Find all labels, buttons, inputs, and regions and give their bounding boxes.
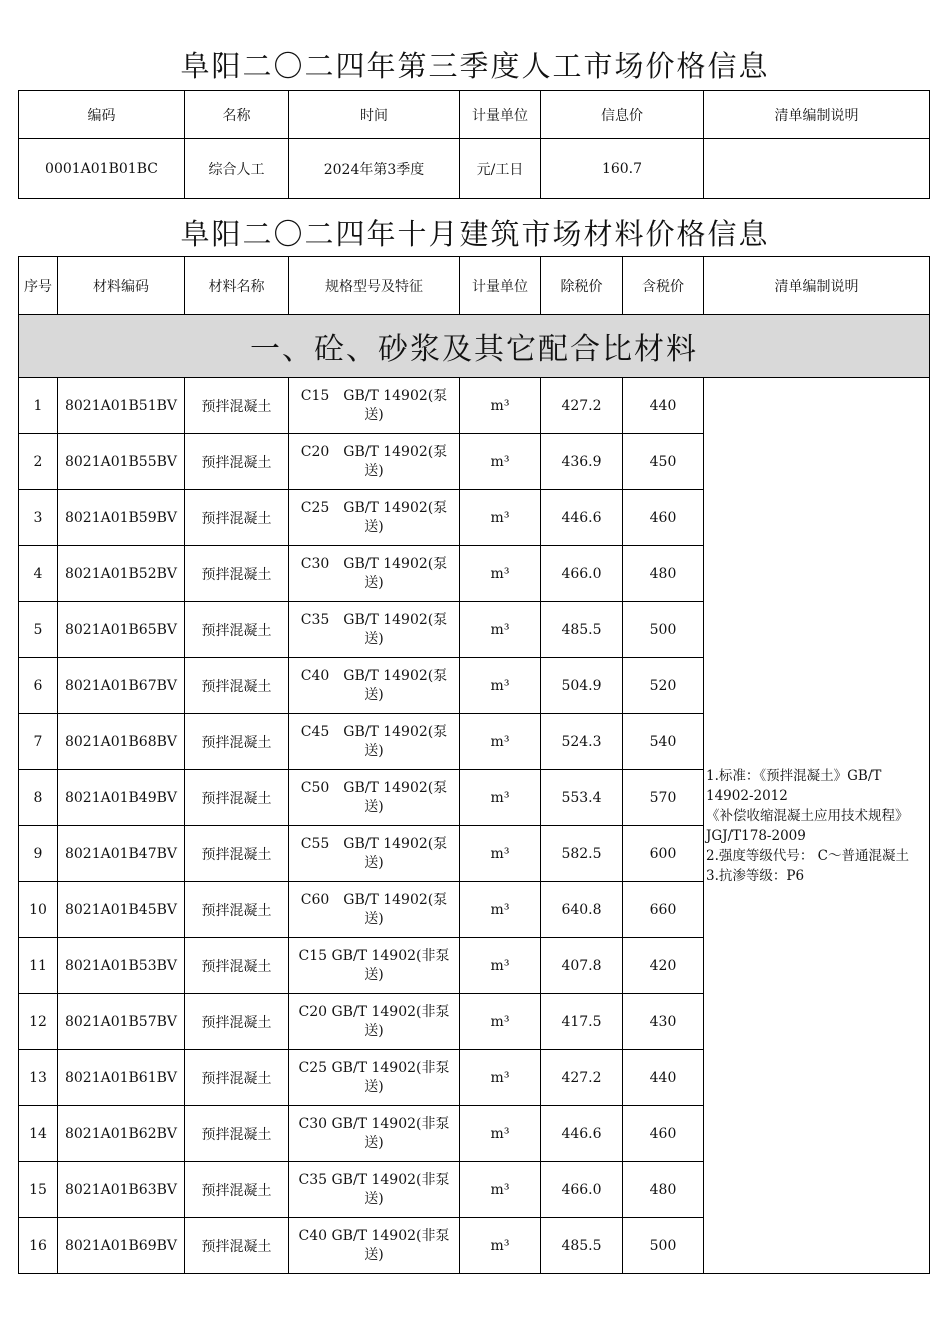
spec-cell: C15 GB/T 14902(非泵送) (289, 938, 460, 994)
spec-cell: C45 GB/T 14902(泵送) (289, 714, 460, 770)
notes-cell (704, 378, 930, 1274)
price-inc-tax-cell: 570 (623, 770, 704, 826)
labor-code: 0001A01B01BC (19, 139, 185, 199)
header-code: 编码 (19, 91, 185, 139)
labor-name: 综合人工 (185, 139, 289, 199)
material-name-cell: 预拌混凝土 (185, 1162, 289, 1218)
material-name-cell: 预拌混凝土 (185, 378, 289, 434)
seq-cell: 9 (19, 826, 58, 882)
material-name-cell: 预拌混凝土 (185, 938, 289, 994)
price-ex-tax-cell: 553.4 (541, 770, 623, 826)
seq-cell: 2 (19, 434, 58, 490)
price-inc-tax-cell: 500 (623, 602, 704, 658)
spec-cell: C35 GB/T 14902(非泵送) (289, 1162, 460, 1218)
material-code-cell: 8021A01B55BV (58, 434, 185, 490)
material-code-cell: 8021A01B59BV (58, 490, 185, 546)
section-title: 一、砼、砂浆及其它配合比材料 (19, 315, 930, 378)
labor-notes (704, 139, 930, 199)
seq-cell: 12 (19, 994, 58, 1050)
price-inc-tax-cell: 500 (623, 1218, 704, 1274)
material-name-cell: 预拌混凝土 (185, 770, 289, 826)
price-ex-tax-cell: 436.9 (541, 434, 623, 490)
material-header-row (19, 257, 930, 315)
spec-cell: C40 GB/T 14902(非泵送) (289, 1218, 460, 1274)
material-code-cell: 8021A01B69BV (58, 1218, 185, 1274)
spec-cell: C35 GB/T 14902(泵送) (289, 602, 460, 658)
unit-cell: m³ (460, 490, 541, 546)
material-name-cell: 预拌混凝土 (185, 602, 289, 658)
price-ex-tax-cell: 427.2 (541, 378, 623, 434)
price-ex-tax-cell: 466.0 (541, 546, 623, 602)
price-ex-tax-cell: 417.5 (541, 994, 623, 1050)
header-info-price: 信息价 (541, 91, 704, 139)
spec-cell: C20 GB/T 14902(泵送) (289, 434, 460, 490)
unit-cell: m³ (460, 714, 541, 770)
spec-cell: C30 GB/T 14902(非泵送) (289, 1106, 460, 1162)
material-name-cell: 预拌混凝土 (185, 546, 289, 602)
material-name-cell: 预拌混凝土 (185, 826, 289, 882)
material-code-cell: 8021A01B45BV (58, 882, 185, 938)
material-code-cell: 8021A01B67BV (58, 658, 185, 714)
spec-cell: C50 GB/T 14902(泵送) (289, 770, 460, 826)
price-inc-tax-cell: 460 (623, 1106, 704, 1162)
labor-price-table (18, 90, 930, 199)
unit-cell: m³ (460, 602, 541, 658)
material-code-cell: 8021A01B57BV (58, 994, 185, 1050)
material-code-cell: 8021A01B68BV (58, 714, 185, 770)
material-code-cell: 8021A01B61BV (58, 1050, 185, 1106)
price-inc-tax-cell: 600 (623, 826, 704, 882)
unit-cell: m³ (460, 1106, 541, 1162)
header-spec: 规格型号及特征 (289, 257, 460, 315)
header-notes: 清单编制说明 (704, 257, 930, 315)
spec-cell: C25 GB/T 14902(泵送) (289, 490, 460, 546)
price-ex-tax-cell: 504.9 (541, 658, 623, 714)
material-code-cell: 8021A01B52BV (58, 546, 185, 602)
spec-cell: C60 GB/T 14902(泵送) (289, 882, 460, 938)
unit-cell: m³ (460, 938, 541, 994)
price-inc-tax-cell: 480 (623, 1162, 704, 1218)
material-name-cell: 预拌混凝土 (185, 994, 289, 1050)
material-name-cell: 预拌混凝土 (185, 1218, 289, 1274)
material-name-cell: 预拌混凝土 (185, 882, 289, 938)
material-price-table (18, 256, 930, 1274)
unit-cell: m³ (460, 1050, 541, 1106)
seq-cell: 3 (19, 490, 58, 546)
unit-cell: m³ (460, 882, 541, 938)
price-ex-tax-cell: 485.5 (541, 602, 623, 658)
spec-cell: C20 GB/T 14902(非泵送) (289, 994, 460, 1050)
section-row (19, 315, 930, 378)
material-code-cell: 8021A01B53BV (58, 938, 185, 994)
seq-cell: 15 (19, 1162, 58, 1218)
unit-cell: m³ (460, 770, 541, 826)
spec-cell: C25 GB/T 14902(非泵送) (289, 1050, 460, 1106)
header-material-code: 材料编码 (58, 257, 185, 315)
price-inc-tax-cell: 440 (623, 1050, 704, 1106)
price-inc-tax-cell: 520 (623, 658, 704, 714)
material-name-cell: 预拌混凝土 (185, 1106, 289, 1162)
seq-cell: 5 (19, 602, 58, 658)
header-unit: 计量单位 (460, 91, 541, 139)
price-inc-tax-cell: 460 (623, 490, 704, 546)
header-name: 名称 (185, 91, 289, 139)
price-ex-tax-cell: 582.5 (541, 826, 623, 882)
seq-cell: 7 (19, 714, 58, 770)
material-name-cell: 预拌混凝土 (185, 490, 289, 546)
seq-cell: 6 (19, 658, 58, 714)
material-code-cell: 8021A01B65BV (58, 602, 185, 658)
seq-cell: 4 (19, 546, 58, 602)
material-code-cell: 8021A01B51BV (58, 378, 185, 434)
price-ex-tax-cell: 485.5 (541, 1218, 623, 1274)
material-name-cell: 预拌混凝土 (185, 658, 289, 714)
header-unit: 计量单位 (460, 257, 541, 315)
material-name-cell: 预拌混凝土 (185, 434, 289, 490)
seq-cell: 8 (19, 770, 58, 826)
labor-row (19, 139, 930, 199)
unit-cell: m³ (460, 994, 541, 1050)
spec-cell: C55 GB/T 14902(泵送) (289, 826, 460, 882)
spec-cell: C15 GB/T 14902(泵送) (289, 378, 460, 434)
price-ex-tax-cell: 524.3 (541, 714, 623, 770)
material-code-cell: 8021A01B47BV (58, 826, 185, 882)
material-code-cell: 8021A01B63BV (58, 1162, 185, 1218)
seq-cell: 11 (19, 938, 58, 994)
header-time: 时间 (289, 91, 460, 139)
material-price-title: 阜阳二〇二四年十月建筑市场材料价格信息 (180, 217, 770, 251)
header-price-inc-tax: 含税价 (623, 257, 704, 315)
price-inc-tax-cell: 430 (623, 994, 704, 1050)
price-inc-tax-cell: 540 (623, 714, 704, 770)
spec-cell: C40 GB/T 14902(泵送) (289, 658, 460, 714)
price-inc-tax-cell: 440 (623, 378, 704, 434)
price-inc-tax-cell: 420 (623, 938, 704, 994)
seq-cell: 14 (19, 1106, 58, 1162)
note-line: 2.强度等级代号： C～普通混凝土 (706, 847, 910, 864)
price-ex-tax-cell: 640.8 (541, 882, 623, 938)
note-line: 3.抗渗等级：P6 (706, 867, 805, 884)
table-row (19, 378, 930, 434)
seq-cell: 13 (19, 1050, 58, 1106)
seq-cell: 1 (19, 378, 58, 434)
labor-time: 2024年第3季度 (289, 139, 460, 199)
price-ex-tax-cell: 446.6 (541, 1106, 623, 1162)
seq-cell: 10 (19, 882, 58, 938)
unit-cell: m³ (460, 1162, 541, 1218)
material-code-cell: 8021A01B62BV (58, 1106, 185, 1162)
spec-cell: C30 GB/T 14902(泵送) (289, 546, 460, 602)
header-price-ex-tax: 除税价 (541, 257, 623, 315)
price-ex-tax-cell: 446.6 (541, 490, 623, 546)
price-ex-tax-cell: 466.0 (541, 1162, 623, 1218)
note-line: 《补偿收缩混凝土应用技术规程》JGJ/T178-2009 (706, 807, 909, 844)
material-name-cell: 预拌混凝土 (185, 714, 289, 770)
price-ex-tax-cell: 427.2 (541, 1050, 623, 1106)
price-inc-tax-cell: 450 (623, 434, 704, 490)
unit-cell: m³ (460, 546, 541, 602)
material-code-cell: 8021A01B49BV (58, 770, 185, 826)
labor-price: 160.7 (541, 139, 704, 199)
price-ex-tax-cell: 407.8 (541, 938, 623, 994)
price-inc-tax-cell: 480 (623, 546, 704, 602)
unit-cell: m³ (460, 1218, 541, 1274)
note-line: 1.标准：《预拌混凝土》GB/T 14902-2012 (706, 767, 882, 804)
header-notes: 清单编制说明 (704, 91, 930, 139)
unit-cell: m³ (460, 378, 541, 434)
seq-cell: 16 (19, 1218, 58, 1274)
unit-cell: m³ (460, 826, 541, 882)
price-inc-tax-cell: 660 (623, 882, 704, 938)
labor-unit: 元/工日 (460, 139, 541, 199)
labor-price-title: 阜阳二〇二四年第三季度人工市场价格信息 (180, 49, 770, 83)
header-material-name: 材料名称 (185, 257, 289, 315)
unit-cell: m³ (460, 434, 541, 490)
unit-cell: m³ (460, 658, 541, 714)
labor-header-row (19, 91, 930, 139)
header-seq: 序号 (19, 257, 58, 315)
material-name-cell: 预拌混凝土 (185, 1050, 289, 1106)
